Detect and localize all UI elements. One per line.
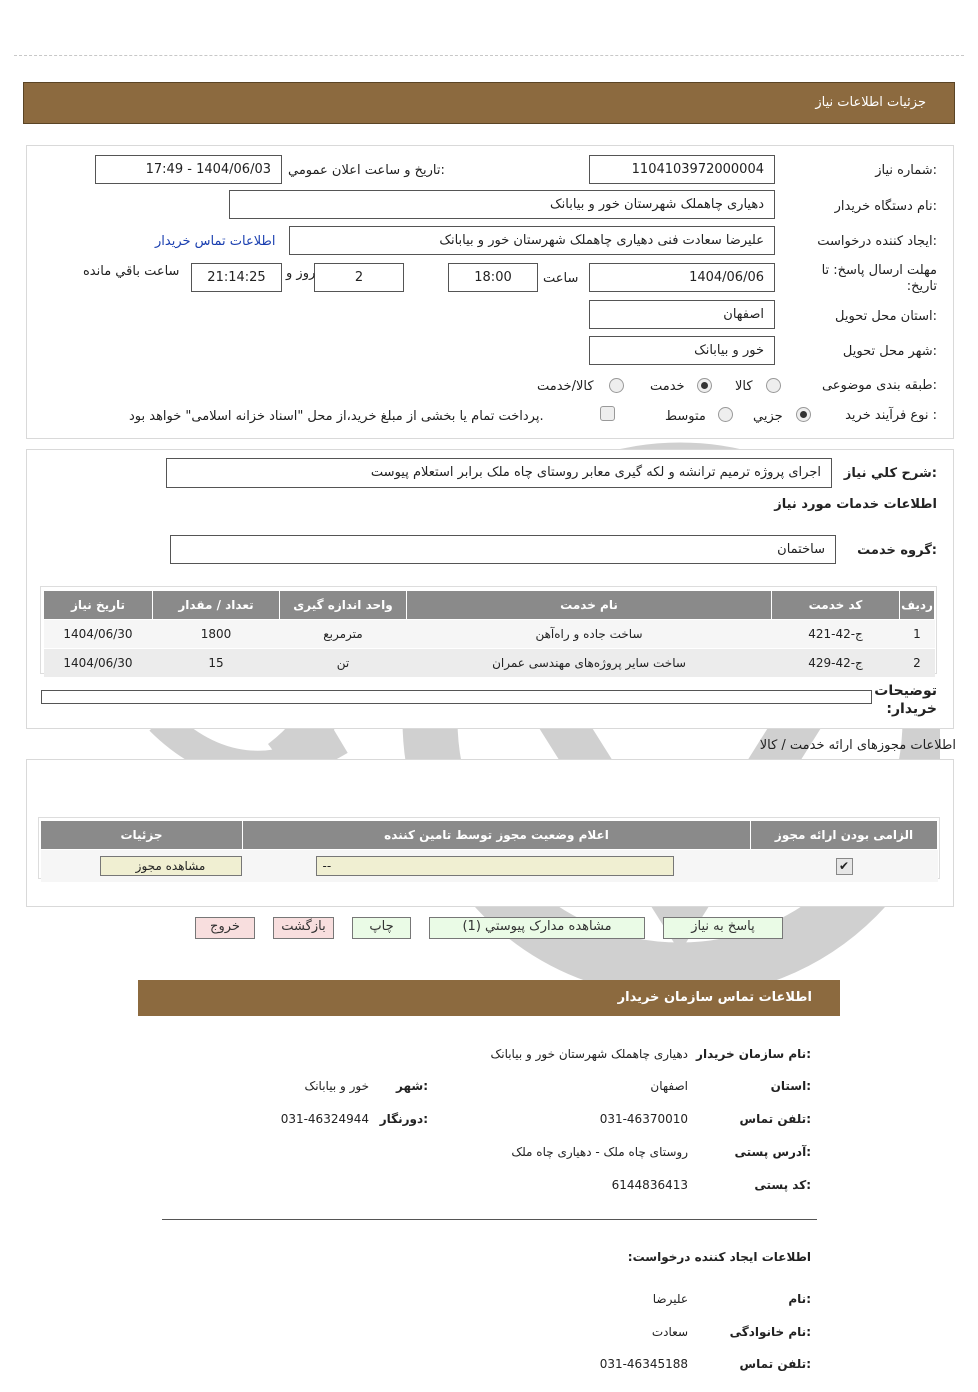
- cell-code: ج-42-429: [772, 649, 900, 678]
- creator-field[interactable]: علیرضا سعادت فنی دهیاری چاهملک شهرستان خور و بیابانک: [289, 226, 775, 255]
- contact-phone-value: 031-46370010: [599, 1112, 688, 1126]
- table-row: [44, 649, 935, 678]
- service-group-label: گروه خدمت:: [857, 543, 937, 558]
- contact-divider: [162, 1219, 817, 1220]
- cell-name: ساخت سایر پروژه‌های مهندسی عمران: [407, 649, 772, 678]
- cell-unit: مترمربع: [280, 620, 407, 649]
- category-radio-service[interactable]: [697, 378, 712, 393]
- contact-city-label: شهر:: [396, 1079, 428, 1093]
- cell-row: 1: [900, 620, 935, 649]
- buyer-org-label: نام دستگاه خریدار:: [834, 199, 937, 214]
- permits-title: اطلاعات مجوزهای ارائه خدمت / کالا: [759, 738, 956, 753]
- creator-family-value: سعادت: [651, 1325, 688, 1339]
- cell-permit-details: [41, 850, 243, 883]
- col-permit-required: الزامی بودن ارائه مجوز: [751, 821, 938, 850]
- contact-address-value: روستای چاه ملک - دهیاری چاه ملک: [511, 1145, 688, 1159]
- permit-status-field[interactable]: --: [316, 856, 674, 876]
- process-option-minor: جزيي: [753, 409, 783, 424]
- province-label: استان محل تحویل:: [835, 309, 937, 324]
- contact-postal-label: کد پستی:: [754, 1178, 811, 1192]
- city-field[interactable]: خور و بیابانک: [589, 336, 775, 365]
- process-radio-minor[interactable]: [796, 407, 811, 422]
- cell-qty: 15: [153, 649, 280, 678]
- back-button[interactable]: بازگشت: [273, 917, 334, 939]
- page-title: جزئیات اطلاعات نیاز: [815, 95, 926, 110]
- cell-date: 1404/06/30: [44, 620, 153, 649]
- process-label: نوع فرآیند خرید :: [845, 408, 937, 423]
- col-unit: واحد اندازه گيری: [280, 591, 407, 620]
- table-row: [44, 620, 935, 649]
- contact-postal-value: 6144836413: [611, 1178, 688, 1192]
- deadline-date-field[interactable]: 1404/06/06: [589, 263, 775, 292]
- creator-name-label: نام:: [788, 1292, 811, 1306]
- payment-note: پرداخت تمام یا بخشی از مبلغ خرید،از محل "اسناد خزانه اسلامی" خواهد بود.: [129, 409, 544, 424]
- creator-phone-value: 031-46345188: [599, 1357, 688, 1371]
- col-code: کد خدمت: [772, 591, 900, 620]
- col-qty: تعداد / مقدار: [153, 591, 280, 620]
- contact-city-value: خور و بیابانک: [304, 1079, 369, 1093]
- permits-table: [40, 820, 938, 883]
- process-radio-medium[interactable]: [718, 407, 733, 422]
- attachments-button[interactable]: مشاهده مدارک پيوستي (1): [429, 917, 645, 939]
- contact-title: اطلاعات تماس سازمان خریدار: [617, 990, 812, 1005]
- cell-qty: 1800: [153, 620, 280, 649]
- page-header: [23, 82, 955, 124]
- contact-org-value: دهیاری چاهملک شهرستان خور و بیابانک: [490, 1047, 688, 1061]
- category-option-service: خدمت: [650, 379, 685, 394]
- permit-required-checkbox[interactable]: ✔: [836, 858, 853, 875]
- summary-label: شرح کلي نياز:: [843, 466, 937, 481]
- col-permit-status: اعلام وضعیت مجوز توسط تامین کننده: [243, 821, 751, 850]
- category-option-goods: کالا: [735, 379, 753, 394]
- creator-label: ایجاد کننده درخواست:: [817, 234, 937, 249]
- contact-header: [138, 980, 840, 1016]
- table-row: [41, 850, 938, 883]
- contact-fax-label: دورنگار:: [379, 1112, 428, 1126]
- cell-name: ساخت جاده و راه‌آهن: [407, 620, 772, 649]
- permits-table-header: [41, 821, 938, 850]
- deadline-label: مهلت ارسال پاسخ: تا تاریخ:: [821, 263, 937, 294]
- top-divider: [14, 55, 964, 56]
- payment-checkbox[interactable]: [600, 406, 615, 421]
- col-permit-details: جزئیات: [41, 821, 243, 850]
- summary-field[interactable]: اجرای پروژه ترمیم ترانشه و لکه گیری معابر روستای چاه ملک برابر استعلام پیوست: [166, 458, 832, 488]
- creator-name-value: علیرضا: [652, 1292, 688, 1306]
- deadline-hour-label: ساعت: [543, 271, 579, 286]
- contact-address-label: آدرس پستی:: [734, 1145, 811, 1159]
- days-label: روز و: [286, 266, 316, 281]
- creator-info-title: اطلاعات ایجاد کننده درخواست:: [627, 1250, 811, 1264]
- col-name: نام خدمت: [407, 591, 772, 620]
- services-table-header: [44, 591, 935, 620]
- cell-code: ج-42-421: [772, 620, 900, 649]
- print-button[interactable]: چاپ: [352, 917, 411, 939]
- announce-label: تاریخ و ساعت اعلان عمومي:: [288, 163, 445, 178]
- city-label: شهر محل تحویل:: [842, 344, 937, 359]
- services-table: [43, 590, 935, 678]
- view-permit-button[interactable]: مشاهده مجوز: [100, 856, 242, 876]
- creator-family-label: نام خانوادگی:: [729, 1325, 811, 1339]
- buyer-notes-label: توضیحات خریدار:: [874, 683, 937, 717]
- buyer-notes-field[interactable]: [41, 690, 872, 704]
- exit-button[interactable]: خروج: [195, 917, 255, 939]
- cell-unit: تن: [280, 649, 407, 678]
- category-label: طبقه بندی موضوعی:: [821, 378, 937, 393]
- announce-field[interactable]: 1404/06/03 - 17:49: [95, 155, 282, 184]
- col-date: تاريخ نياز: [44, 591, 153, 620]
- contact-province-label: استان:: [770, 1079, 811, 1093]
- creator-phone-label: تلفن تماس:: [739, 1357, 811, 1371]
- reply-button[interactable]: پاسخ به نياز: [663, 917, 783, 939]
- cell-permit-required: [751, 850, 938, 883]
- deadline-time-field[interactable]: 18:00: [448, 263, 538, 292]
- category-option-both: کالا/خدمت: [537, 379, 594, 394]
- remaining-label: ساعت باقي مانده: [83, 264, 180, 279]
- services-title: اطلاعات خدمات مورد نياز: [774, 497, 937, 512]
- contact-org-label: نام سازمان خریدار:: [696, 1047, 811, 1061]
- buyer-contact-link[interactable]: اطلاعات تماس خریدار: [155, 234, 276, 249]
- buyer-org-field[interactable]: دهیاری چاهملک شهرستان خور و بیابانک: [229, 190, 775, 219]
- contact-fax-value: 031-46324944: [280, 1112, 369, 1126]
- col-row: رديف: [900, 591, 935, 620]
- service-group-field[interactable]: ساختمان: [170, 535, 836, 564]
- province-field[interactable]: اصفهان: [589, 300, 775, 329]
- contact-province-value: اصفهان: [650, 1079, 688, 1093]
- process-option-medium: متوسط: [665, 409, 706, 424]
- category-radio-both[interactable]: [609, 378, 624, 393]
- cell-date: 1404/06/30: [44, 649, 153, 678]
- contact-phone-label: تلفن تماس:: [739, 1112, 811, 1126]
- days-field[interactable]: 2: [314, 263, 404, 292]
- category-radio-goods[interactable]: [766, 378, 781, 393]
- cell-permit-status: [243, 850, 751, 883]
- cell-row: 2: [900, 649, 935, 678]
- remaining-time-field[interactable]: 21:14:25: [191, 263, 282, 292]
- need-number-field[interactable]: 1104103972000004: [589, 155, 775, 184]
- need-number-label: شماره نیاز:: [875, 163, 937, 178]
